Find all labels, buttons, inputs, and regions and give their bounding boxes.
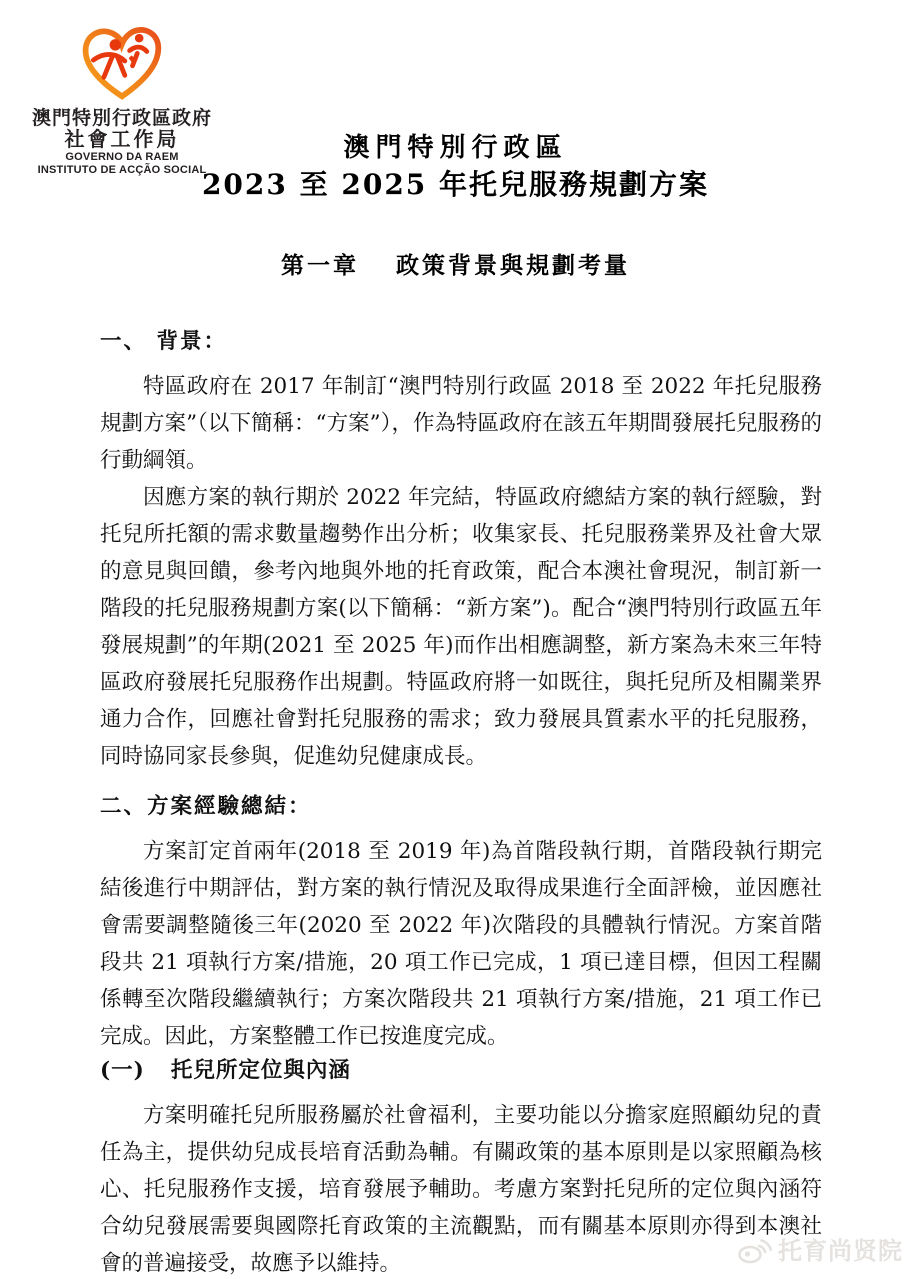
watermark-text: 托育尚贤院 — [778, 1238, 903, 1265]
subsection-1-number: (一) — [100, 1058, 145, 1083]
subsection-1-heading — [100, 1057, 822, 1085]
ias-heart-logo-icon — [74, 20, 170, 104]
org-name-zh-line1: 澳門特別行政區政府 — [31, 108, 212, 129]
weibo-icon — [737, 1234, 773, 1264]
section-1-paragraph-1: 特區政府在 2017 年制訂“澳門特別行政區 2018 至 2022 年托兒服務規劃方案”（以下簡稱：“方案”），作為特區政府在該五年期間發展托兒服務的行動綱領。 — [100, 374, 822, 473]
section-1-paragraph-2: 因應方案的執行期於 2022 年完結，特區政府總結方案的執行經驗，對托兒所托額的需求數量趨勢作出分析；收集家長、托兒服務業界及社會大眾的意見與回饋，參考內地與外地的托育政策，配合本澳社會現況，制訂新一階段的托兒服務規劃方案(以下簡稱：“新方案”)。配合“澳門特別行政區五年發展規劃”的年期(2021 至 2025 年)而作出相應調整，新方案為未來三年特區政府發展托兒服務作出規劃。特區政府將一如既往，與托兒所及相關業界通力合作，回應社會對托兒服務的需求；致力發展具質素水平的托兒服務，同時協同家長參與，促進幼兒健康成長。 — [100, 485, 822, 769]
doc-title — [0, 131, 911, 204]
subsection-1-title: 托兒所定位與內涵 — [170, 1058, 351, 1083]
org-name-pt-line1: GOVERNO DA RAEM — [65, 151, 179, 163]
org-name-zh-line2: 社會工作局 — [64, 129, 180, 151]
watermark — [737, 1231, 903, 1266]
section-2-paragraph-1: 方案訂定首兩年(2018 至 2019 年)為首階段執行期，首階段執行期完結後進行中期評估，對方案的執行情況及取得成果進行全面評檢，並因應社會需要調整隨後三年(2020 至 2022 年)次階段的具體執行情況。方案首階段共 21 項執行方案/措施，20 項工作已完成，1 項已達目標，但因工程關係轉至次階段繼續執行；方案次階段共 21 項執行方案/措施，21 項工作已完成。因此，方案整體工作已按進度完成。 — [100, 839, 822, 1049]
chapter-heading: 第一章 政策背景與規劃考量 — [280, 252, 630, 279]
doc-title-line2: 2023 至 2025 年托兒服務規劃方案 — [201, 168, 710, 201]
document-body — [100, 328, 822, 1279]
subsection-1-paragraph-1: 方案明確托兒所服務屬於社會福利，主要功能以分擔家庭照顧幼兒的責任為主，提供幼兒成長培育活動為輔。有關政策的基本原則是以家照顧為核心、托兒服務作支援，培育發展予輔助。考慮方案對托兒所的定位與內涵符合幼兒發展需要與國際托育政策的主流觀點，而有關基本原則亦得到本澳社會的普遍接受，故應予以維持。 — [100, 1103, 822, 1276]
section-1-heading: 一、 背景： — [100, 329, 227, 354]
org-name-pt-line2: INSTITUTO DE ACÇÃO SOCIAL — [37, 164, 207, 176]
section-2-heading: 二、方案經驗總結： — [100, 794, 312, 819]
doc-title-line1: 澳門特別行政區 — [343, 133, 568, 163]
